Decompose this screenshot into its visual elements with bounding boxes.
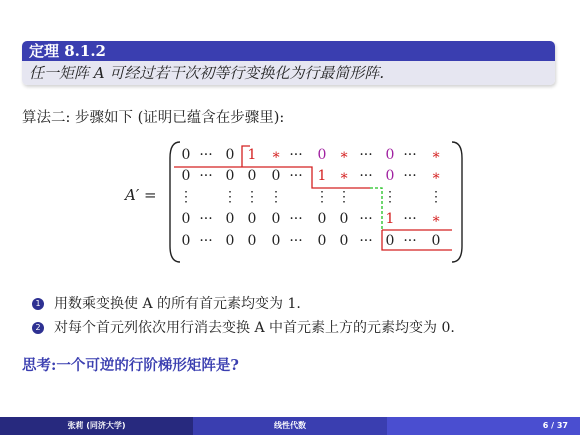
matrix-label — [125, 186, 157, 204]
matrix-entry: 0 — [339, 211, 349, 227]
matrix-entry: ··· — [289, 211, 303, 227]
matrix-entry: 0 — [271, 211, 281, 227]
matrix-entry: ··· — [403, 211, 417, 227]
matrix-entry: ··· — [403, 233, 417, 249]
matrix-entry: ∗ — [271, 147, 281, 163]
theorem-title: 定理 8.1.2 — [22, 41, 555, 61]
matrix-entry: 0 — [385, 147, 395, 163]
right-bracket — [452, 142, 462, 262]
step-text: 对每个首元列依次用行消去变换 A 中首元素上方的元素均变为 0. — [54, 320, 455, 336]
matrix-entry: ··· — [289, 233, 303, 249]
matrix-entry: 1 — [385, 211, 395, 227]
step-text: 用数乘变换使 A 的所有首元素均变为 1. — [54, 296, 301, 312]
theorem-statement: 任一矩阵 A 可经过若干次初等行变换化为行最简形阵. — [22, 61, 555, 85]
matrix-entry: ··· — [199, 147, 213, 163]
matrix-entry: ··· — [403, 168, 417, 184]
matrix-entry: 0 — [181, 211, 191, 227]
matrix-entry: ⋮ — [315, 189, 329, 205]
matrix-entry: ⋮ — [245, 189, 259, 205]
matrix-entry: 0 — [225, 233, 235, 249]
matrix-entry: 0 — [225, 211, 235, 227]
matrix-entry: 0 — [271, 168, 281, 184]
matrix-entry: ··· — [289, 168, 303, 184]
matrix-entry: ⋮ — [223, 189, 237, 205]
matrix-entry: ··· — [199, 211, 213, 227]
matrix-entry: ∗ — [339, 147, 349, 163]
matrix-entry: 0 — [181, 233, 191, 249]
step-item — [32, 316, 455, 340]
matrix-entry: ⋮ — [269, 189, 283, 205]
matrix-entry: ⋮ — [179, 189, 193, 205]
matrix-entry: ··· — [359, 147, 373, 163]
matrix-entry: 0 — [181, 168, 191, 184]
footer-author: 张莉 (同济大学) — [0, 417, 193, 435]
algorithm-intro: 算法二: 步骤如下 (证明已蕴含在步骤里): — [22, 110, 285, 126]
matrix-entry: ⋮ — [337, 189, 351, 205]
matrix-entry: ··· — [359, 233, 373, 249]
matrix-entry: 0 — [317, 233, 327, 249]
matrix-entry: 0 — [317, 211, 327, 227]
matrix-entry: ··· — [359, 211, 373, 227]
matrix-entry: 0 — [181, 147, 191, 163]
theorem-block — [22, 41, 555, 85]
matrix-entry: 0 — [317, 147, 327, 163]
footer-course: 线性代数 — [193, 417, 387, 435]
matrix-entry: ∗ — [431, 147, 441, 163]
matrix-entry: 0 — [271, 233, 281, 249]
matrix-entry: ··· — [359, 168, 373, 184]
matrix-entry: ∗ — [431, 168, 441, 184]
step-number-badge: 1 — [32, 298, 44, 310]
matrix-entry: 0 — [225, 147, 235, 163]
matrix-entry: 0 — [247, 211, 257, 227]
matrix-entry: ⋮ — [383, 189, 397, 205]
matrix-entry: 1 — [317, 168, 327, 184]
matrix-entry: ∗ — [339, 168, 349, 184]
matrix — [168, 138, 468, 268]
matrix-entry: ··· — [199, 233, 213, 249]
matrix-entry: 0 — [431, 233, 441, 249]
matrix-entry: 0 — [385, 168, 395, 184]
matrix-entry: ∗ — [431, 211, 441, 227]
matrix-entry: 0 — [247, 233, 257, 249]
footer-bar — [0, 417, 580, 435]
matrix-entry: ··· — [403, 147, 417, 163]
question-prompt: 思考:一个可逆的行阶梯形矩阵是? — [22, 357, 239, 374]
matrix-entry: 1 — [247, 147, 257, 163]
matrix-entry: ⋮ — [429, 189, 443, 205]
matrix-entry: 0 — [385, 233, 395, 249]
matrix-entry: 0 — [247, 168, 257, 184]
matrix-entry: 0 — [225, 168, 235, 184]
matrix-entry: 0 — [339, 233, 349, 249]
footer-page-number: 6 / 37 — [387, 417, 580, 435]
matrix-name: A′ — [125, 186, 140, 204]
matrix-entry: ··· — [199, 168, 213, 184]
matrix-entry: ··· — [289, 147, 303, 163]
steps-list — [32, 292, 455, 340]
step-item — [32, 292, 455, 316]
equals-sign: = — [144, 186, 157, 204]
step-number-badge: 2 — [32, 322, 44, 334]
